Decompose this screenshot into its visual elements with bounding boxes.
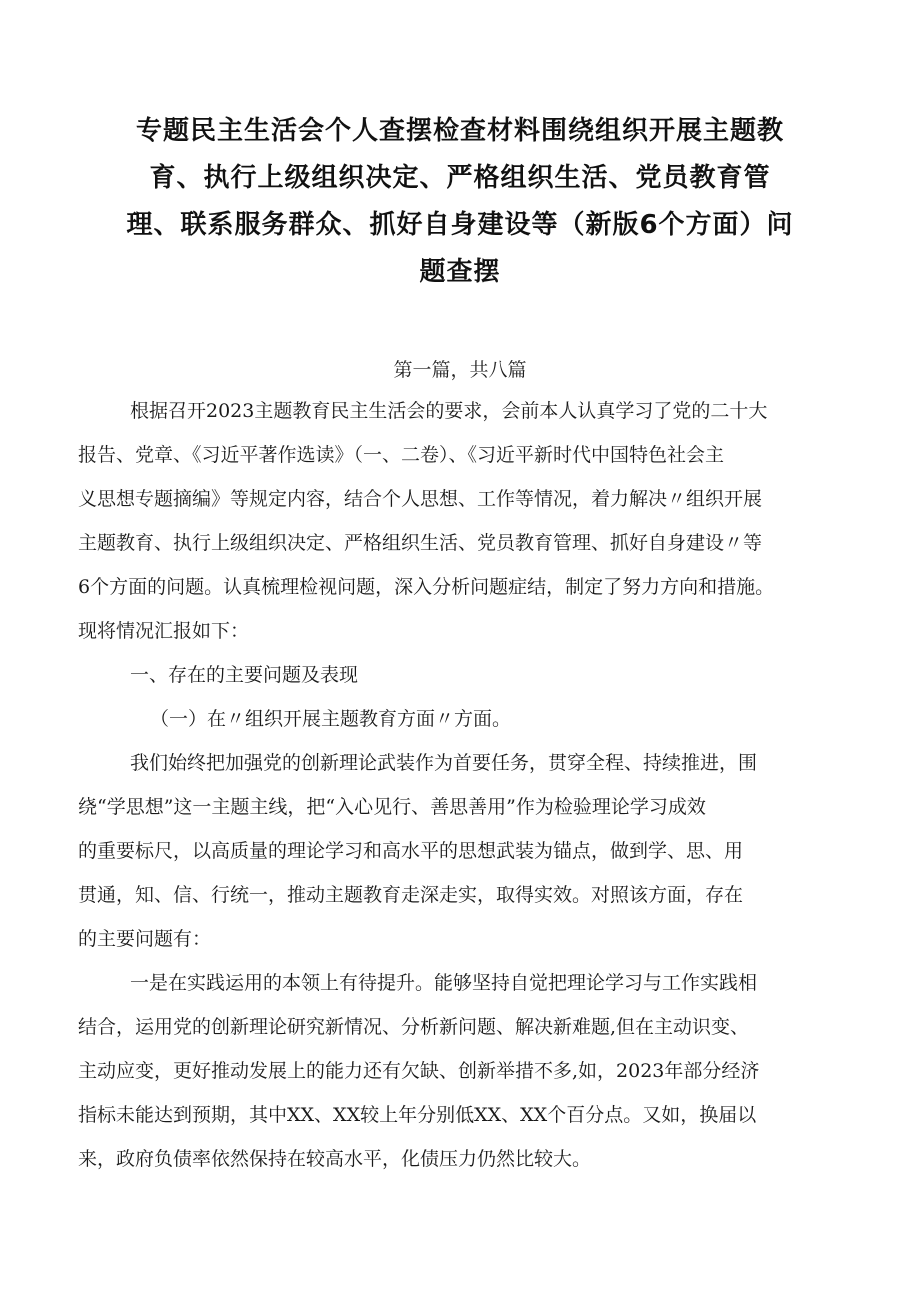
body-line: 贯通，知、信、行统一，推动主题教育走深走实，取得实效。对照该方面，存在 [78, 884, 744, 906]
body-line: 现将情况汇报如下： [78, 620, 250, 642]
body-line: 指标未能达到预期，其中XX、XX较上年分别低XX、XX个百分点。又如，换届以 [78, 1104, 757, 1126]
body-line: 我们始终把加强党的创新理论武装作为首要任务，贯穿全程、持续推进，围 [130, 752, 758, 774]
body-line: 报告、党章、《习近平著作选读》（一、二卷）、《习近平新时代中国特色社会主 [78, 444, 725, 466]
body-line: 的主要问题有： [78, 928, 212, 950]
section-subtitle: 第一篇，共八篇 [393, 359, 527, 381]
body-line: 主动应变，更好推动发展上的能力还有欠缺、创新举措不多,如，2023年部分经济 [78, 1060, 760, 1082]
body-line: 主题教育、执行上级组织决定、严格组织生活、党员教育管理、抓好自身建设〃等 [78, 532, 763, 554]
body-line: 根据召开2023主题教育民主生活会的要求，会前本人认真学习了党的二十大 [130, 400, 768, 422]
section-heading: 一、存在的主要问题及表现 [130, 664, 359, 686]
title-line: 育、执行上级组织决定、严格组织生活、党员教育管 [149, 163, 771, 193]
body-line: 绕“学思想”这一主题主线，把“入心见行、善思善用”作为检验理论学习成效 [78, 796, 706, 818]
body-line: 来，政府负债率依然保持在较高水平，化债压力仍然比较大。 [78, 1148, 592, 1170]
body-line: 6个方面的问题。认真梳理检视问题，深入分析问题症结，制定了努力方向和措施。 [78, 576, 775, 598]
document-title [90, 108, 830, 296]
title-line: 题查摆 [419, 257, 501, 287]
title-line: 理、联系服务群众、抓好自身建设等（新版6个方面）问 [126, 210, 794, 240]
title-line: 专题民主生活会个人查摆检查材料围绕组织开展主题教 [135, 116, 784, 146]
body-line: 一是在实践运用的本领上有待提升。能够坚持自觉把理论学习与工作实践相 [130, 972, 758, 994]
subsection-heading: （一）在〃组织开展主题教育方面〃方面。 [150, 708, 512, 730]
body-line: 结合，运用党的创新理论研究新情况、分析新问题、解决新难题,但在主动识变、 [78, 1016, 750, 1038]
body-line: 的重要标尺，以高质量的理论学习和高水平的思想武装为锚点，做到学、思、用 [78, 840, 744, 862]
body-line: 义思想专题摘编》等规定内容，结合个人思想、工作等情况，着力解决〃组织开展 [78, 488, 763, 510]
